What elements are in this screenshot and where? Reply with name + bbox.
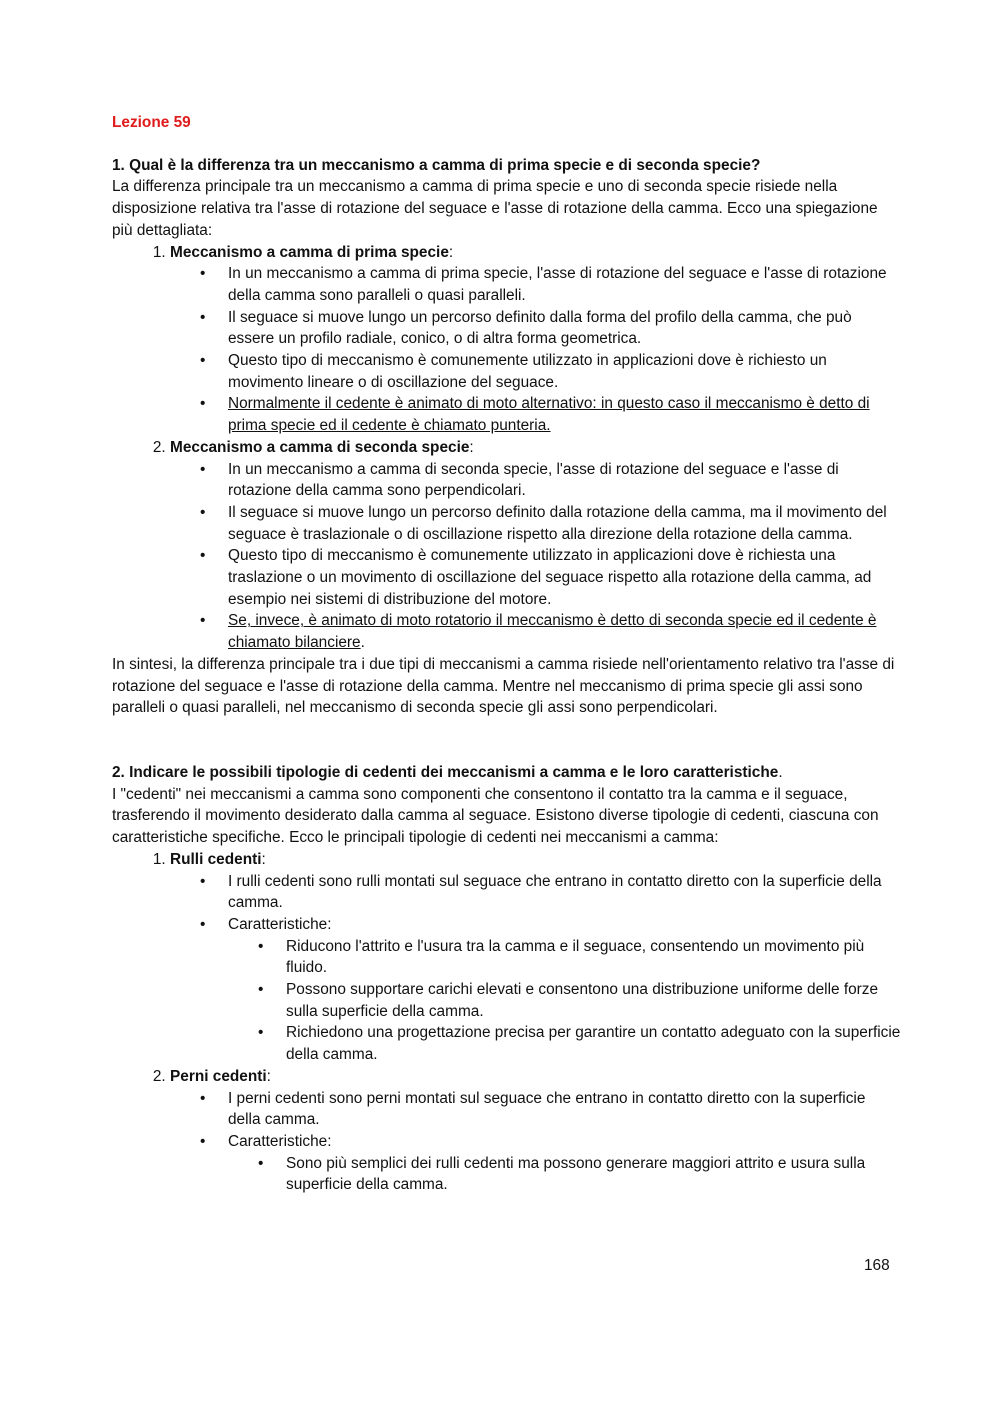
- bullet-item: • In un meccanismo a camma di seconda specie, l'asse di rotazione del seguace e l'asse di rotazione della camma sono perpendicolari.: [228, 459, 902, 502]
- sub-bullet-item: • Possono supportare carichi elevati e consentono una distribuzione uniforme delle forze sulla superficie della camma.: [286, 979, 902, 1022]
- lesson-title: Lezione 59: [112, 114, 191, 131]
- section1-summary: In sintesi, la differenza principale tra i due tipi di meccanismi a camma risiede nell'orientamento relativo tra l'asse di rotazione del seguace e l'asse di rotazione della camma. Mentre nel meccanismo di prima specie gli assi sono paralleli o quasi paralleli, nel meccanismo di seconda specie gli assi sono perpendicolari.: [112, 655, 895, 717]
- bullet-item: [228, 914, 902, 1066]
- spacer: [112, 719, 902, 762]
- underlined-text: Normalmente il cedente è animato di moto alternativo: in questo caso il meccanismo è detto di prima specie ed il cedente è chiamato punteria.: [228, 395, 870, 435]
- list-item-seconda-specie: 2. Meccanismo a camma di seconda specie: • In un meccanismo a camma di seconda specie, l'asse di rotazione del seguace e l'asse di rotazione della camma sono perpendicolari. • Il seguace si muove lungo un percorso definito dalla rotazione della camma, ma il movimento del seguace è traslazionale o di oscillazione rispetto alla direzione della rotazione della camma. • Questo tipo di meccanismo è comunemente utilizzato in applicazioni dove è richiesta una traslazione o un movimento di oscillazione del seguace rispetto alla rotazione della camma, ad esempio nei sistemi di distribuzione del motore. • Se, invece, è animato di moto rotatorio il meccanismo è detto di seconda specie ed il cedente è chiamato bilanciere.: [170, 437, 902, 654]
- bullet-item: [228, 393, 902, 436]
- bullet-item: • I rulli cedenti sono rulli montati sul seguace che entrano in contatto diretto con la superficie della camma.: [228, 871, 902, 914]
- sub-bullet-list: [228, 1153, 902, 1196]
- bullet-item: • I perni cedenti sono perni montati sul seguace che entrano in contatto diretto con la superficie della camma.: [228, 1088, 902, 1131]
- sub-bullet-list: [228, 936, 902, 1066]
- bullet-list: [170, 459, 902, 654]
- item-title: Meccanismo a camma di prima specie: [170, 243, 449, 261]
- question-1: 1. Qual è la differenza tra un meccanismo a camma di prima specie e di seconda specie?: [112, 156, 761, 174]
- bullet-list: [170, 871, 902, 1066]
- underlined-text: Se, invece, è animato di moto rotatorio il meccanismo è detto di seconda specie ed il cedente è chiamato bilanciere: [228, 612, 877, 652]
- sub-bullet-item: • Sono più semplici dei rulli cedenti ma possono generare maggiori attrito e usura sulla superficie della camma.: [286, 1153, 902, 1196]
- item-title: Perni cedenti: [170, 1067, 267, 1085]
- section1-intro: La differenza principale tra un meccanismo a camma di prima specie e uno di seconda specie risiede nella disposizione relativa tra l'asse di rotazione del seguace e l'asse di rotazione della camma. Ecco una spiegazione più dettagliata:: [112, 178, 878, 239]
- bullet-item: • Questo tipo di meccanismo è comunemente utilizzato in applicazioni dove è richiesto un movimento lineare o di oscillazione del seguace.: [228, 350, 902, 393]
- bullet-item: • Questo tipo di meccanismo è comunemente utilizzato in applicazioni dove è richiesta una traslazione o un movimento di oscillazione del seguace rispetto alla rotazione della camma, ad esempio nei sistemi di distribuzione del motore.: [228, 545, 902, 610]
- bullet-item: • Il seguace si muove lungo un percorso definito dalla forma del profilo della camma, che può essere un profilo radiale, conico, o di altra forma geometrica.: [228, 307, 902, 350]
- sub-bullet-item: • Riducono l'attrito e l'usura tra la camma e il seguace, consentendo un movimento più fluido.: [286, 936, 902, 979]
- bullet-item: • Il seguace si muove lungo un percorso definito dalla rotazione della camma, ma il movimento del seguace è traslazionale o di oscillazione rispetto alla direzione della rotazione della camma.: [228, 502, 902, 545]
- section2-intro: I "cedenti" nei meccanismi a camma sono componenti che consentono il contatto tra la camma e il seguace, trasferendo il movimento desiderato dalla camma al seguace. Esistono diverse tipologie di cedenti, ciascuna con caratteristiche specifiche. Ecco le principali tipologie di cedenti nei meccanismi a camma:: [112, 785, 879, 847]
- list-item-perni: 2. Perni cedenti: • I perni cedenti sono perni montati sul seguace che entrano in contatto diretto con la superficie della camma. • Caratteristiche: • Sono più semplici dei rulli cedenti ma possono generare maggiori attrito e usura sulla superficie della camma.: [170, 1066, 902, 1196]
- characteristics-label: Caratteristiche:: [228, 915, 332, 933]
- sub-bullet-item: • Richiedono una progettazione precisa per garantire un contatto adeguato con la superficie della camma.: [286, 1022, 902, 1065]
- bullet-list: [170, 1088, 902, 1197]
- characteristics-label: Caratteristiche:: [228, 1132, 332, 1150]
- list-item-prima-specie: 1. Meccanismo a camma di prima specie: • In un meccanismo a camma di prima specie, l'asse di rotazione del seguace e l'asse di rotazione della camma sono paralleli o quasi paralleli. • Il seguace si muove lungo un percorso definito dalla forma del profilo della camma, che può essere un profilo radiale, conico, o di altra forma geometrica. • Questo tipo di meccanismo è comunemente utilizzato in applicazioni dove è richiesto un movimento lineare o di oscillazione del seguace. • Normalmente il cedente è animato di moto alternativo: in questo caso il meccanismo è detto di prima specie ed il cedente è chiamato punteria.: [170, 242, 902, 437]
- question-2: 2. Indicare le possibili tipologie di cedenti dei meccanismi a camma e le loro caratteristiche: [112, 763, 779, 781]
- question-2-line: 2. Indicare le possibili tipologie di cedenti dei meccanismi a camma e le loro caratteristiche.: [112, 763, 783, 781]
- bullet-list: [170, 263, 902, 437]
- list-item-rulli: 1. Rulli cedenti: • I rulli cedenti sono rulli montati sul seguace che entrano in contatto diretto con la superficie della camma. • Caratteristiche: • Riducono l'attrito e l'usura tra la camma e il seguace, consentendo un movimento più fluido. • Possono supportare carichi elevati e consentono una distribuzione uniforme delle forze sulla superficie della camma. • Richiedono una progettazione precisa per garantire un contatto adeguato con la superficie della camma.: [170, 849, 902, 1066]
- document-page: [112, 112, 902, 1196]
- item-title: Meccanismo a camma di seconda specie: [170, 438, 470, 456]
- bullet-item: • In un meccanismo a camma di prima specie, l'asse di rotazione del seguace e l'asse di rotazione della camma sono paralleli o quasi paralleli.: [228, 263, 902, 306]
- page-number: 168: [864, 1257, 890, 1274]
- bullet-item: • Se, invece, è animato di moto rotatorio il meccanismo è detto di seconda specie ed il cedente è chiamato bilanciere.: [228, 610, 902, 653]
- section1-list: [112, 242, 902, 654]
- section2-list: [112, 849, 902, 1196]
- item-title: Rulli cedenti: [170, 850, 262, 868]
- bullet-item: [228, 1131, 902, 1196]
